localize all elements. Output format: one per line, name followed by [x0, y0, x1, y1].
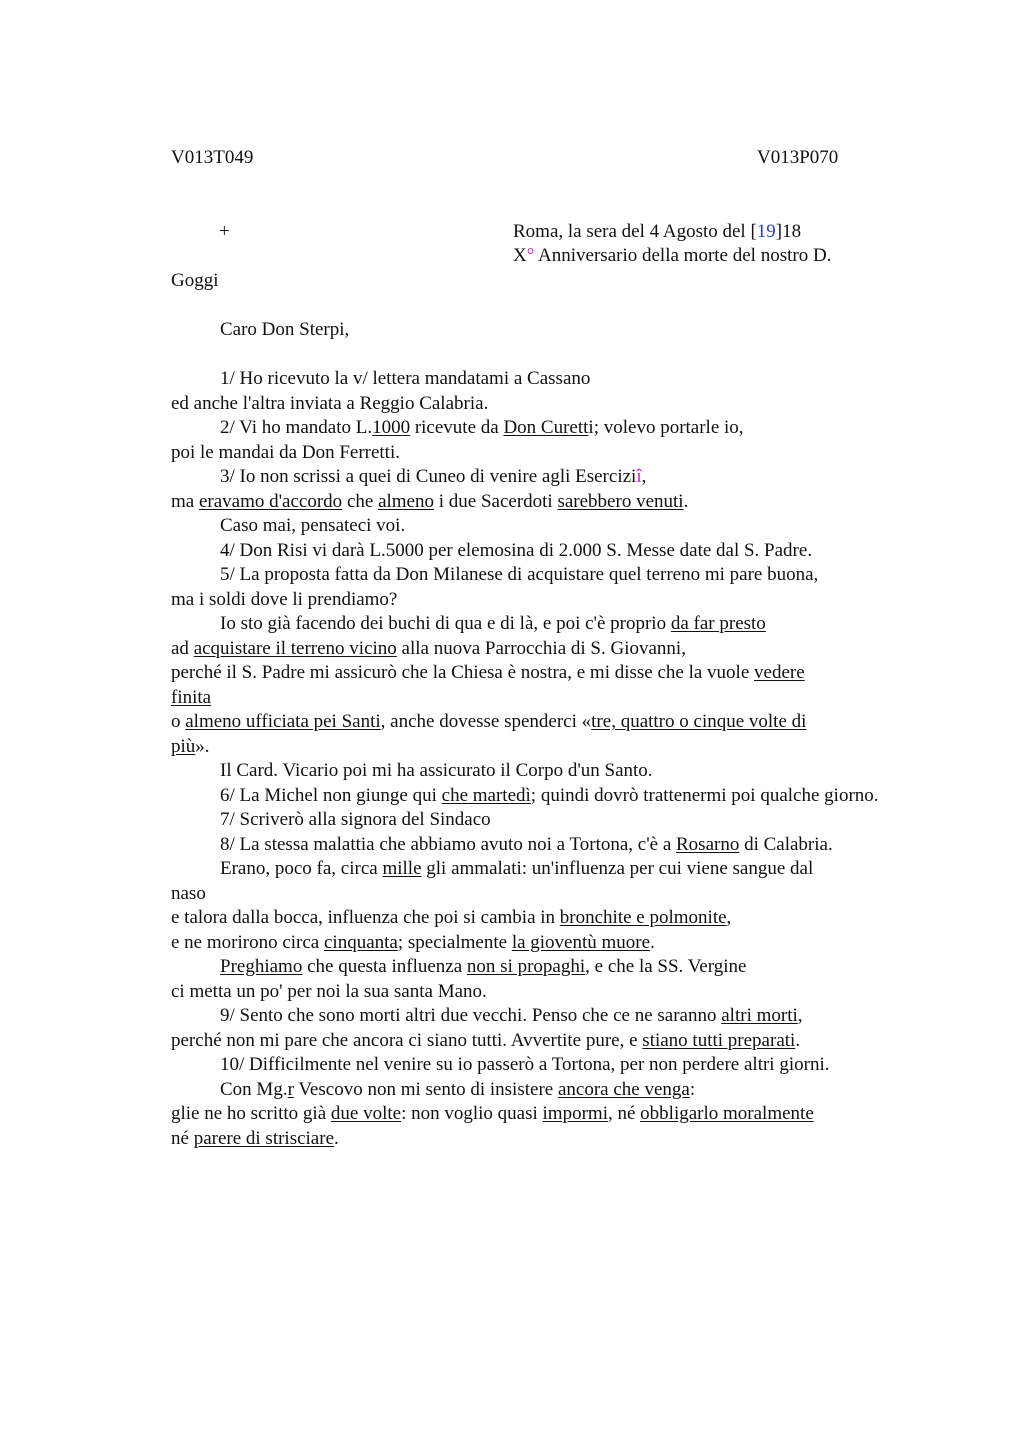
editorial-mark: °: [526, 245, 535, 266]
cross-symbol: +: [219, 221, 230, 242]
underlined-text: due volte: [330, 1103, 402, 1124]
underlined-text: stiano tutti preparati: [642, 1029, 796, 1051]
text-line: e talora dalla bocca, influenza che poi si cambia in bronchite e polmonite,: [171, 907, 732, 928]
text-line: ma eravamo d'accordo che almeno i due Sacerdoti sarebbero venuti.: [171, 490, 689, 512]
text-line: Preghiamo che questa influenza non si propaghi, e che la SS. Vergine: [220, 956, 747, 977]
dateline-text: ]18: [775, 221, 802, 242]
dateline-place-date: [513, 220, 801, 244]
underlined-text: Don Curett: [503, 417, 589, 438]
underlined-text: finita: [171, 686, 212, 708]
editorial-insert: 19: [756, 221, 776, 242]
dateline-text: Anniversario della morte del nostro D.: [534, 245, 832, 266]
text-line: 3/ Io non scrissi a quei di Cuneo di venire agli Eserciziî,: [220, 466, 647, 487]
text-line: più».: [171, 735, 210, 757]
text-line: 2/ Vi ho mandato L.1000 ricevute da Don Curetti; volevo portarle io,: [220, 417, 744, 438]
underlined-text: vedere: [754, 662, 805, 683]
underlined-text: almeno: [378, 490, 434, 512]
text-line: né parere di strisciare.: [171, 1127, 339, 1149]
text-line: Con Mg.r Vescovo non mi sento di insistere ancora che venga:: [220, 1078, 696, 1100]
underlined-text: non si propaghi: [466, 956, 586, 977]
text-line: 1/ Ho ricevuto la v/ lettera mandatami a Cassano: [220, 368, 591, 389]
underlined-text: bronchite e polmonite: [559, 907, 727, 928]
text-line: Io sto già facendo dei buchi di qua e di là, e poi c'è proprio da far presto: [220, 613, 766, 634]
text-line: 10/ Difficilmente nel venire su io passerò a Tortona, per non perdere altri giorni.: [220, 1054, 830, 1075]
underlined-text: la gioventù muore: [511, 931, 651, 953]
underlined-text: mille: [382, 858, 422, 879]
name-line: Goggi: [171, 270, 219, 291]
underlined-text: ancora che venga: [557, 1078, 690, 1100]
dateline-text: X: [513, 245, 527, 266]
text-line: naso: [171, 882, 206, 904]
document-code-right: V013P070: [757, 147, 839, 168]
underlined-text: che martedì: [441, 784, 531, 806]
text-line: Erano, poco fa, circa mille gli ammalati: un'influenza per cui viene sangue dal: [220, 858, 814, 879]
underlined-text: più: [171, 735, 196, 757]
text-line: ci metta un po' per noi la sua santa Mano.: [171, 980, 487, 1002]
underlined-text: Preghiamo: [220, 956, 303, 977]
underlined-text: tre, quattro o cinque volte di: [591, 711, 807, 732]
text-line: 6/ La Michel non giunge qui che martedì; quindi dovrò trattenermi poi qualche giorno.: [220, 784, 879, 806]
text-line: Il Card. Vicario poi mi ha assicurato il Corpo d'un Santo.: [220, 760, 653, 781]
underlined-text: cinquanta: [323, 931, 398, 953]
underlined-text: eravamo d'accordo: [198, 490, 343, 512]
text-line: 7/ Scriverò alla signora del Sindaco: [220, 809, 491, 830]
text-line: perché il S. Padre mi assicurò che la Chiesa è nostra, e mi disse che la vuole vedere: [171, 662, 805, 683]
underlined-text: obbligarlo moralmente: [640, 1103, 814, 1124]
dateline-text: Roma, la sera del 4 Agosto del [: [513, 221, 757, 242]
text-line: ad acquistare il terreno vicino alla nuova Parrocchia di S. Giovanni,: [171, 637, 686, 659]
text-line: Caso mai, pensateci voi.: [220, 515, 406, 536]
document-code-left: V013T049: [171, 147, 254, 168]
text-line: perché non mi pare che ancora ci siano tutti. Avvertite pure, e stiano tutti preparati.: [171, 1029, 801, 1051]
editorial-mark: î: [636, 466, 642, 487]
text-line: glie ne ho scritto già due volte: non voglio quasi impormi, né obbligarlo moralmente: [171, 1103, 814, 1124]
underlined-text: Rosarno: [676, 833, 740, 855]
underlined-text: sarebbero venuti: [557, 490, 684, 512]
dateline-anniversary: [513, 244, 831, 268]
text-line: ed anche l'altra inviata a Reggio Calabria.: [171, 392, 489, 414]
text-line: o almeno ufficiata pei Santi, anche dovesse spenderci «tre, quattro o cinque volte di: [171, 711, 807, 732]
text-line: 9/ Sento che sono morti altri due vecchi. Penso che ce ne saranno altri morti,: [220, 1005, 803, 1026]
underlined-text: da far presto: [670, 613, 766, 634]
underlined-text: acquistare il terreno vicino: [193, 637, 397, 659]
text-line: poi le mandai da Don Ferretti.: [171, 441, 400, 463]
underlined-text: impormi: [542, 1103, 608, 1124]
underlined-text: r: [287, 1078, 294, 1100]
text-line: 5/ La proposta fatta da Don Milanese di acquistare quel terreno mi pare buona,: [220, 564, 819, 585]
underlined-text: altri morti: [721, 1005, 798, 1026]
text-line: 4/ Don Risi vi darà L.5000 per elemosina di 2.000 S. Messe date dal S. Padre.: [220, 539, 813, 561]
underlined-text: almeno ufficiata pei Santi: [185, 711, 381, 732]
text-line: 8/ La stessa malattia che abbiamo avuto noi a Tortona, c'è a Rosarno di Calabria.: [220, 833, 833, 855]
underlined-text: parere di strisciare: [193, 1127, 334, 1149]
letter-body: [171, 367, 951, 1151]
text-line: e ne morirono circa cinquanta; specialmente la gioventù muore.: [171, 931, 655, 953]
salutation: Caro Don Sterpi,: [220, 319, 350, 340]
text-line: [171, 686, 951, 711]
underlined-text: 1000: [372, 417, 411, 438]
text-line: ma i soldi dove li prendiamo?: [171, 588, 398, 610]
